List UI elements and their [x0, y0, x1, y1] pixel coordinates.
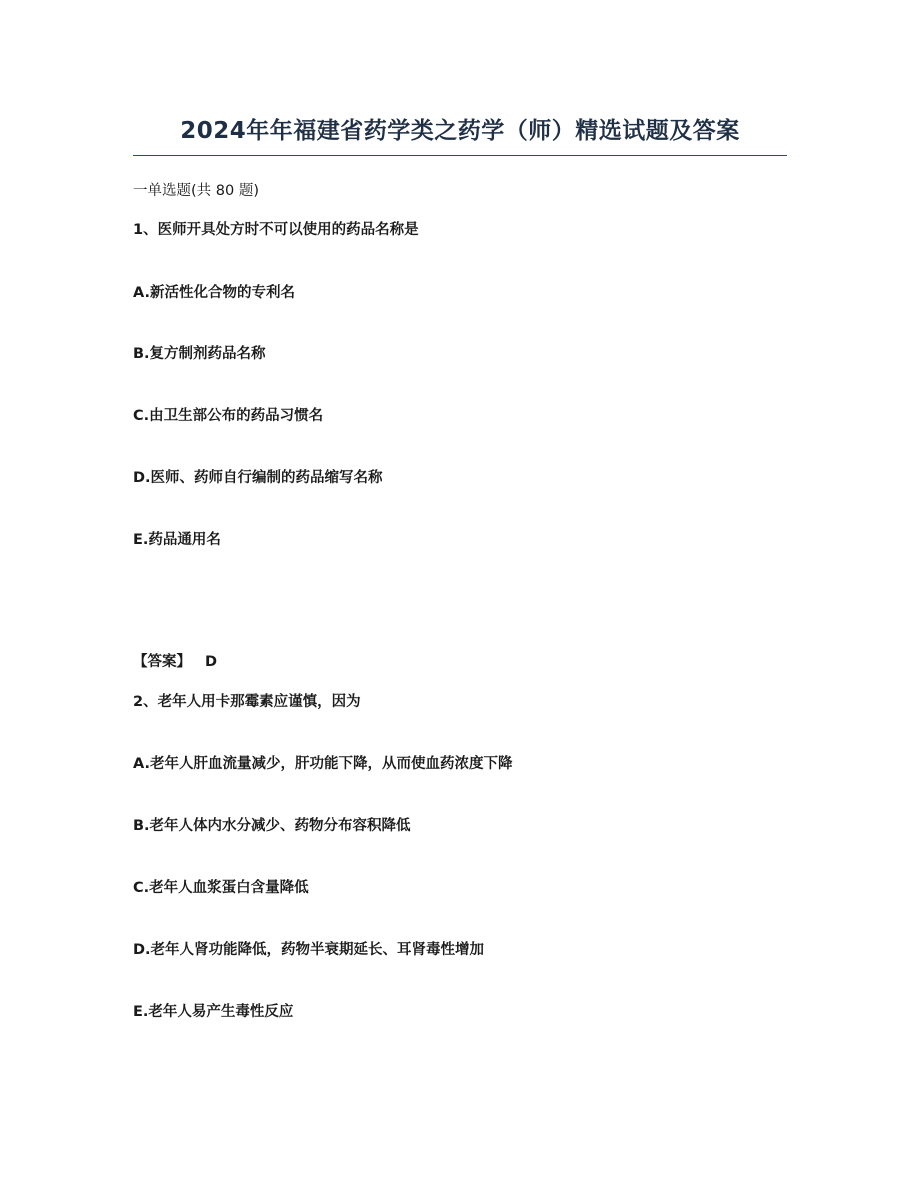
question-stem: 1、医师开具处方时不可以使用的药品名称是: [133, 222, 419, 238]
answer-label: 【答案】: [133, 654, 191, 670]
option-e: E.老年人易产生毒性反应: [133, 1004, 294, 1020]
answer-value: D: [205, 654, 218, 670]
page-title: 2024年年福建省药学类之药学（师）精选试题及答案: [180, 118, 740, 144]
option-b: B.老年人体内水分减少、药物分布容积降低: [133, 818, 411, 834]
option-d: D.医师、药师自行编制的药品缩写名称: [133, 470, 383, 486]
option-b: B.复方制剂药品名称: [133, 346, 266, 362]
option-a: A.新活性化合物的专利名: [133, 285, 295, 301]
option-e: E.药品通用名: [133, 532, 221, 548]
answer-line: [133, 652, 217, 672]
question-stem: 2、老年人用卡那霉素应谨慎，因为: [133, 694, 361, 710]
section-header: 一单选题(共 80 题): [133, 183, 259, 199]
title-underline: [133, 155, 787, 156]
option-d: D.老年人肾功能降低，药物半衰期延长、耳肾毒性增加: [133, 942, 485, 958]
option-c: C.老年人血浆蛋白含量降低: [133, 880, 309, 896]
option-a: A.老年人肝血流量减少，肝功能下降，从而使血药浓度下降: [133, 756, 513, 772]
option-c: C.由卫生部公布的药品习惯名: [133, 408, 324, 424]
